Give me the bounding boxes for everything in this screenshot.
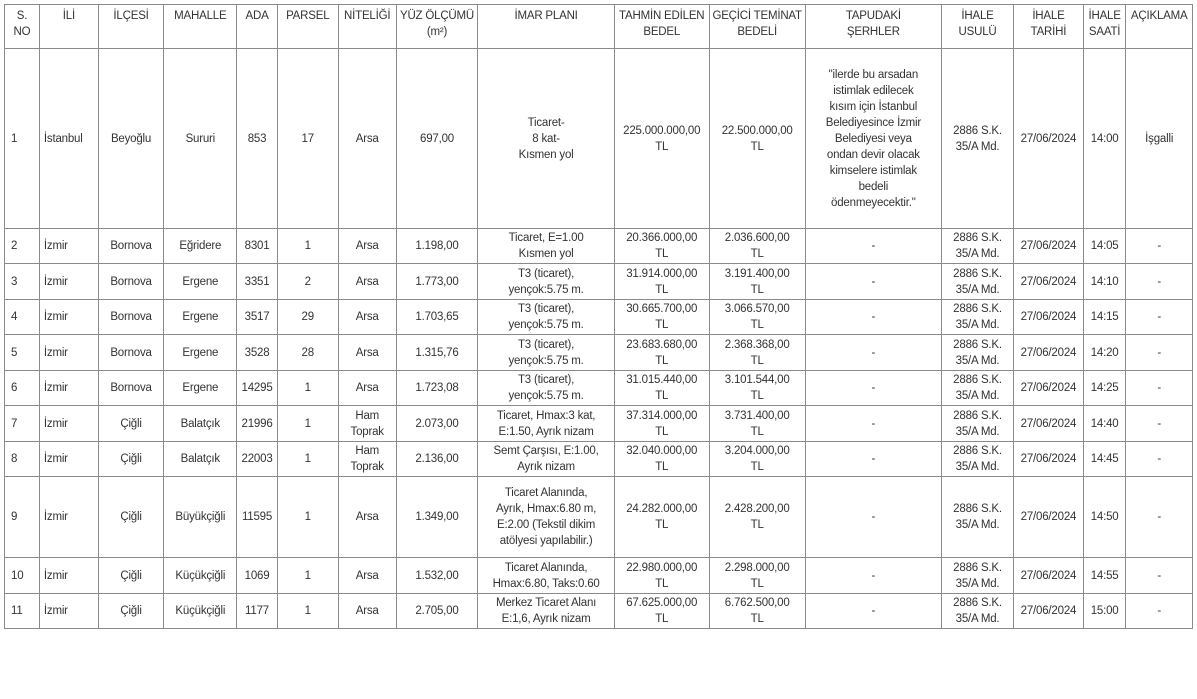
cell-il: İzmir [39,558,98,594]
cell-yuzolcum: 1.532,00 [396,558,478,594]
cell-teminat: 2.036.600,00 TL [709,229,805,264]
cell-imar: Ticaret Alanında, Ayrık, Hmax:6.80 m, E:2.00 (Tekstil dikim atölyesi yapılabilir.) [478,477,614,558]
header-nitelik: NİTELİĞİ [338,5,396,49]
tender-table [4,4,1193,629]
cell-tarih: 27/06/2024 [1014,558,1084,594]
cell-aciklama: - [1126,558,1193,594]
cell-teminat: 3.191.400,00 TL [709,264,805,300]
cell-parsel: 2 [277,264,338,300]
cell-sno: 4 [5,300,40,335]
cell-aciklama: - [1126,335,1193,371]
cell-usul: 2886 S.K. 35/A Md. [942,477,1014,558]
cell-aciklama: - [1126,594,1193,629]
cell-nitelik: Arsa [338,264,396,300]
cell-saat: 14:40 [1083,406,1126,442]
cell-tarih: 27/06/2024 [1014,229,1084,264]
header-row [5,5,1193,49]
cell-tahmin: 22.980.000,00 TL [614,558,709,594]
cell-saat: 14:20 [1083,335,1126,371]
cell-ada: 14295 [237,371,277,406]
cell-ada: 853 [237,49,277,229]
header-ilce: İLÇESİ [98,5,163,49]
cell-ilce: Bornova [98,371,163,406]
table-row [5,300,1193,335]
cell-tarih: 27/06/2024 [1014,49,1084,229]
cell-yuzolcum: 1.315,76 [396,335,478,371]
cell-usul: 2886 S.K. 35/A Md. [942,558,1014,594]
cell-imar: Merkez Ticaret Alanı E:1,6, Ayrık nizam [478,594,614,629]
cell-parsel: 1 [277,594,338,629]
cell-ilce: Çiğli [98,594,163,629]
cell-mahalle: Eğridere [164,229,237,264]
cell-serh: - [805,594,941,629]
cell-mahalle: Sururi [164,49,237,229]
cell-usul: 2886 S.K. 35/A Md. [942,594,1014,629]
cell-sno: 2 [5,229,40,264]
cell-serh: - [805,300,941,335]
cell-tarih: 27/06/2024 [1014,264,1084,300]
cell-tahmin: 67.625.000,00 TL [614,594,709,629]
table-row [5,229,1193,264]
cell-parsel: 17 [277,49,338,229]
cell-imar: Ticaret, E=1.00 Kısmen yol [478,229,614,264]
cell-tarih: 27/06/2024 [1014,300,1084,335]
cell-nitelik: Arsa [338,335,396,371]
cell-ada: 22003 [237,442,277,477]
cell-mahalle: Balatçık [164,442,237,477]
cell-serh: - [805,264,941,300]
cell-mahalle: Ergene [164,264,237,300]
cell-mahalle: Küçükçiğli [164,594,237,629]
cell-aciklama: - [1126,371,1193,406]
table-row [5,477,1193,558]
header-aciklama: AÇIKLAMA [1126,5,1193,49]
cell-tarih: 27/06/2024 [1014,406,1084,442]
cell-teminat: 2.298.000,00 TL [709,558,805,594]
cell-saat: 14:15 [1083,300,1126,335]
table-row [5,264,1193,300]
cell-il: İzmir [39,371,98,406]
header-mahalle: MAHALLE [164,5,237,49]
table-body [5,49,1193,629]
cell-sno: 5 [5,335,40,371]
cell-sno: 3 [5,264,40,300]
cell-teminat: 2.368.368,00 TL [709,335,805,371]
cell-ilce: Bornova [98,335,163,371]
cell-usul: 2886 S.K. 35/A Md. [942,264,1014,300]
table-row [5,558,1193,594]
cell-nitelik: Arsa [338,558,396,594]
cell-aciklama: - [1126,300,1193,335]
cell-tarih: 27/06/2024 [1014,477,1084,558]
cell-yuzolcum: 1.773,00 [396,264,478,300]
header-usul: İHALE USULÜ [942,5,1014,49]
cell-ada: 1177 [237,594,277,629]
cell-yuzolcum: 1.198,00 [396,229,478,264]
cell-sno: 1 [5,49,40,229]
cell-tahmin: 37.314.000,00 TL [614,406,709,442]
cell-mahalle: Büyükçiğli [164,477,237,558]
cell-saat: 14:45 [1083,442,1126,477]
cell-il: İzmir [39,594,98,629]
cell-usul: 2886 S.K. 35/A Md. [942,371,1014,406]
cell-nitelik: Ham Toprak [338,406,396,442]
cell-il: İzmir [39,300,98,335]
cell-yuzolcum: 2.073,00 [396,406,478,442]
cell-saat: 14:10 [1083,264,1126,300]
cell-ilce: Bornova [98,264,163,300]
cell-parsel: 28 [277,335,338,371]
cell-sno: 10 [5,558,40,594]
cell-teminat: 2.428.200,00 TL [709,477,805,558]
cell-aciklama: - [1126,477,1193,558]
header-saat: İHALE SAATİ [1083,5,1126,49]
cell-imar: Ticaret, Hmax:3 kat, E:1.50, Ayrık nizam [478,406,614,442]
cell-serh: - [805,442,941,477]
cell-ilce: Çiğli [98,477,163,558]
cell-yuzolcum: 1.723,08 [396,371,478,406]
cell-saat: 14:00 [1083,49,1126,229]
cell-ilce: Çiğli [98,558,163,594]
header-ada: ADA [237,5,277,49]
cell-tarih: 27/06/2024 [1014,442,1084,477]
header-parsel: PARSEL [277,5,338,49]
cell-sno: 7 [5,406,40,442]
table-row [5,335,1193,371]
cell-imar: T3 (ticaret), yençok:5.75 m. [478,371,614,406]
cell-usul: 2886 S.K. 35/A Md. [942,49,1014,229]
cell-nitelik: Arsa [338,371,396,406]
cell-imar: Ticaret Alanında, Hmax:6.80, Taks:0.60 [478,558,614,594]
header-serh: TAPUDAKİ ŞERHLER [805,5,941,49]
cell-serh: - [805,229,941,264]
table-row [5,442,1193,477]
cell-nitelik: Ham Toprak [338,442,396,477]
cell-usul: 2886 S.K. 35/A Md. [942,335,1014,371]
cell-aciklama: - [1126,406,1193,442]
cell-il: İzmir [39,264,98,300]
cell-sno: 8 [5,442,40,477]
cell-serh: - [805,371,941,406]
cell-ilce: Çiğli [98,442,163,477]
cell-ada: 8301 [237,229,277,264]
cell-usul: 2886 S.K. 35/A Md. [942,442,1014,477]
header-teminat: GEÇİCİ TEMİNAT BEDELİ [709,5,805,49]
cell-usul: 2886 S.K. 35/A Md. [942,229,1014,264]
cell-parsel: 1 [277,229,338,264]
header-imar: İMAR PLANI [478,5,614,49]
tender-table-container [4,4,1193,629]
cell-il: İzmir [39,406,98,442]
cell-teminat: 3.101.544,00 TL [709,371,805,406]
cell-tahmin: 20.366.000,00 TL [614,229,709,264]
cell-tarih: 27/06/2024 [1014,594,1084,629]
cell-tarih: 27/06/2024 [1014,335,1084,371]
cell-il: İzmir [39,442,98,477]
cell-yuzolcum: 2.705,00 [396,594,478,629]
cell-tarih: 27/06/2024 [1014,371,1084,406]
cell-tahmin: 23.683.680,00 TL [614,335,709,371]
cell-aciklama: - [1126,264,1193,300]
cell-aciklama: - [1126,229,1193,264]
cell-mahalle: Ergene [164,335,237,371]
cell-tahmin: 32.040.000,00 TL [614,442,709,477]
cell-ilce: Bornova [98,229,163,264]
cell-usul: 2886 S.K. 35/A Md. [942,300,1014,335]
header-tarih: İHALE TARİHİ [1014,5,1084,49]
cell-saat: 15:00 [1083,594,1126,629]
cell-ada: 21996 [237,406,277,442]
cell-nitelik: Arsa [338,477,396,558]
cell-ilce: Beyoğlu [98,49,163,229]
cell-tahmin: 24.282.000,00 TL [614,477,709,558]
cell-yuzolcum: 697,00 [396,49,478,229]
cell-nitelik: Arsa [338,229,396,264]
cell-sno: 9 [5,477,40,558]
cell-il: İzmir [39,477,98,558]
cell-yuzolcum: 1.349,00 [396,477,478,558]
cell-sno: 6 [5,371,40,406]
cell-parsel: 1 [277,477,338,558]
cell-ada: 3528 [237,335,277,371]
cell-ada: 3351 [237,264,277,300]
cell-mahalle: Ergene [164,371,237,406]
cell-nitelik: Arsa [338,49,396,229]
table-row [5,49,1193,229]
cell-teminat: 6.762.500,00 TL [709,594,805,629]
cell-nitelik: Arsa [338,300,396,335]
cell-aciklama: - [1126,442,1193,477]
cell-il: İstanbul [39,49,98,229]
cell-mahalle: Küçükçiğli [164,558,237,594]
header-tahmin: TAHMİN EDİLEN BEDEL [614,5,709,49]
cell-ada: 11595 [237,477,277,558]
cell-serh: - [805,558,941,594]
table-row [5,406,1193,442]
header-il: İLİ [39,5,98,49]
cell-nitelik: Arsa [338,594,396,629]
cell-tahmin: 30.665.700,00 TL [614,300,709,335]
cell-usul: 2886 S.K. 35/A Md. [942,406,1014,442]
cell-aciklama: İşgalli [1126,49,1193,229]
cell-parsel: 1 [277,558,338,594]
cell-imar: T3 (ticaret), yençok:5.75 m. [478,264,614,300]
cell-mahalle: Balatçık [164,406,237,442]
cell-teminat: 22.500.000,00 TL [709,49,805,229]
cell-saat: 14:25 [1083,371,1126,406]
cell-serh: - [805,406,941,442]
cell-mahalle: Ergene [164,300,237,335]
cell-serh: - [805,477,941,558]
cell-parsel: 1 [277,371,338,406]
header-sno: S. NO [5,5,40,49]
cell-imar: Ticaret- 8 kat- Kısmen yol [478,49,614,229]
table-row [5,371,1193,406]
cell-ilce: Çiğli [98,406,163,442]
cell-il: İzmir [39,229,98,264]
cell-tahmin: 31.015.440,00 TL [614,371,709,406]
cell-imar: T3 (ticaret), yençok:5.75 m. [478,300,614,335]
cell-yuzolcum: 2.136,00 [396,442,478,477]
cell-tahmin: 225.000.000,00 TL [614,49,709,229]
cell-parsel: 1 [277,406,338,442]
cell-saat: 14:05 [1083,229,1126,264]
cell-parsel: 29 [277,300,338,335]
cell-ada: 1069 [237,558,277,594]
cell-teminat: 3.731.400,00 TL [709,406,805,442]
cell-ada: 3517 [237,300,277,335]
cell-ilce: Bornova [98,300,163,335]
cell-imar: T3 (ticaret), yençok:5.75 m. [478,335,614,371]
cell-saat: 14:50 [1083,477,1126,558]
cell-serh: "ilerde bu arsadan istimlak edilecek kısım için İstanbul Belediyesince İzmir Belediyesi veya ondan devir olacak kimselere istimlak bedeli ödenmeyecektir." [805,49,941,229]
cell-serh: - [805,335,941,371]
cell-il: İzmir [39,335,98,371]
table-row [5,594,1193,629]
cell-parsel: 1 [277,442,338,477]
table-header [5,5,1193,49]
header-yuzolcum: YÜZ ÖLÇÜMÜ (m²) [396,5,478,49]
cell-sno: 11 [5,594,40,629]
cell-teminat: 3.066.570,00 TL [709,300,805,335]
cell-yuzolcum: 1.703,65 [396,300,478,335]
cell-saat: 14:55 [1083,558,1126,594]
cell-imar: Semt Çarşısı, E:1.00, Ayrık nizam [478,442,614,477]
cell-teminat: 3.204.000,00 TL [709,442,805,477]
cell-tahmin: 31.914.000,00 TL [614,264,709,300]
